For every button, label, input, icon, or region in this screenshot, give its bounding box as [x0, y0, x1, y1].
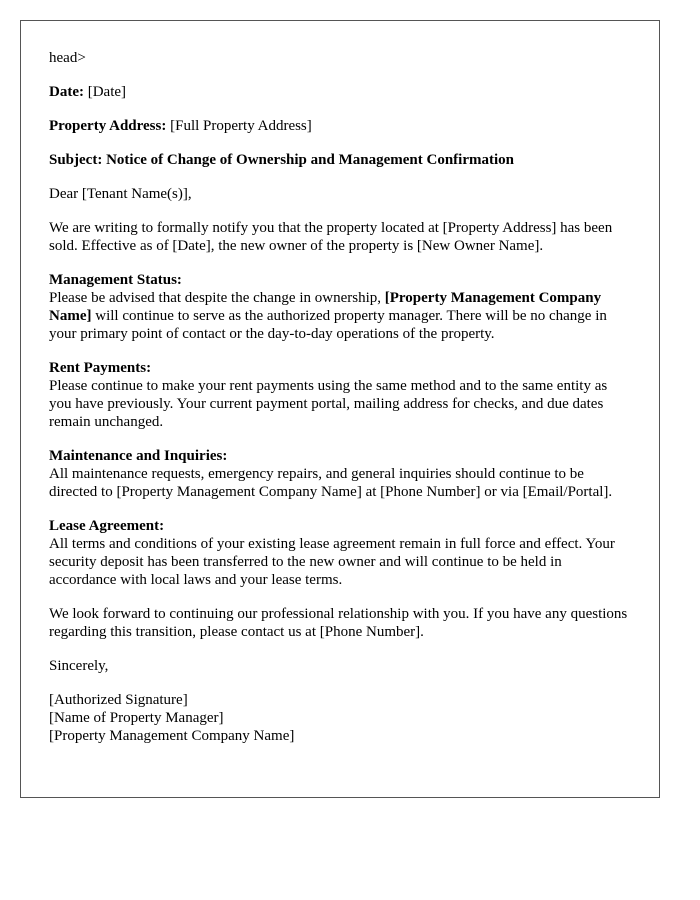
date-value: [Date]: [83, 84, 127, 100]
lease-heading: Lease Agreement:: [49, 518, 165, 534]
signature-line-3: [Property Management Company Name]: [49, 728, 295, 744]
maintenance-heading: Maintenance and Inquiries:: [49, 448, 228, 464]
subject-line: [49, 151, 631, 169]
date-label: Date:: [49, 84, 84, 100]
property-address-line: [49, 117, 631, 135]
management-status-text-before: Please be advised that despite the change in ownership,: [49, 290, 385, 306]
salutation: Dear [Tenant Name(s)],: [49, 186, 192, 202]
stray-text: head>: [49, 50, 86, 66]
date-line: [49, 83, 631, 101]
maintenance-section: [49, 447, 631, 501]
property-address-value: [Full Property Address]: [166, 118, 312, 134]
rent-payments-heading: Rent Payments:: [49, 360, 152, 376]
rent-payments-section: [49, 359, 631, 431]
lease-section: [49, 517, 631, 589]
management-status-text-after: will continue to serve as the authorized property manager. There will be no change in your primary point of contact or the day-to-day operations of the property.: [49, 308, 607, 342]
signature-line-1: [Authorized Signature]: [49, 692, 188, 708]
intro-paragraph: We are writing to formally notify you that the property located at [Property Address] has been sold. Effective as of [Date], the new owner of the property is [New Owner Name].: [49, 220, 613, 254]
lease-text: All terms and conditions of your existing lease agreement remain in full force and effect. Your security deposit has been transferred to the new owner and will continue to be held in accordance with local laws and your lease terms.: [49, 536, 615, 588]
signature-block: [49, 691, 631, 745]
management-status-heading: Management Status:: [49, 272, 182, 288]
subject-text: Subject: Notice of Change of Ownership and Management Confirmation: [49, 152, 514, 168]
management-status-section: [49, 271, 631, 343]
closing: Sincerely,: [49, 658, 109, 674]
management-company-name: [Property Management Company Name]: [49, 290, 602, 324]
maintenance-text: All maintenance requests, emergency repairs, and general inquiries should continue to be directed to [Property Management Company Name] at [Phone Number] or via [Email/Portal].: [49, 466, 613, 500]
closing-paragraph: We look forward to continuing our professional relationship with you. If you have any questions regarding this transition, please contact us at [Phone Number].: [49, 606, 628, 640]
letter-document: [20, 20, 660, 798]
signature-line-2: [Name of Property Manager]: [49, 710, 224, 726]
rent-payments-text: Please continue to make your rent payments using the same method and to the same entity as you have previously. Your current payment portal, mailing address for checks, and due dates remain unchanged.: [49, 378, 608, 430]
property-address-label: Property Address:: [49, 118, 167, 134]
